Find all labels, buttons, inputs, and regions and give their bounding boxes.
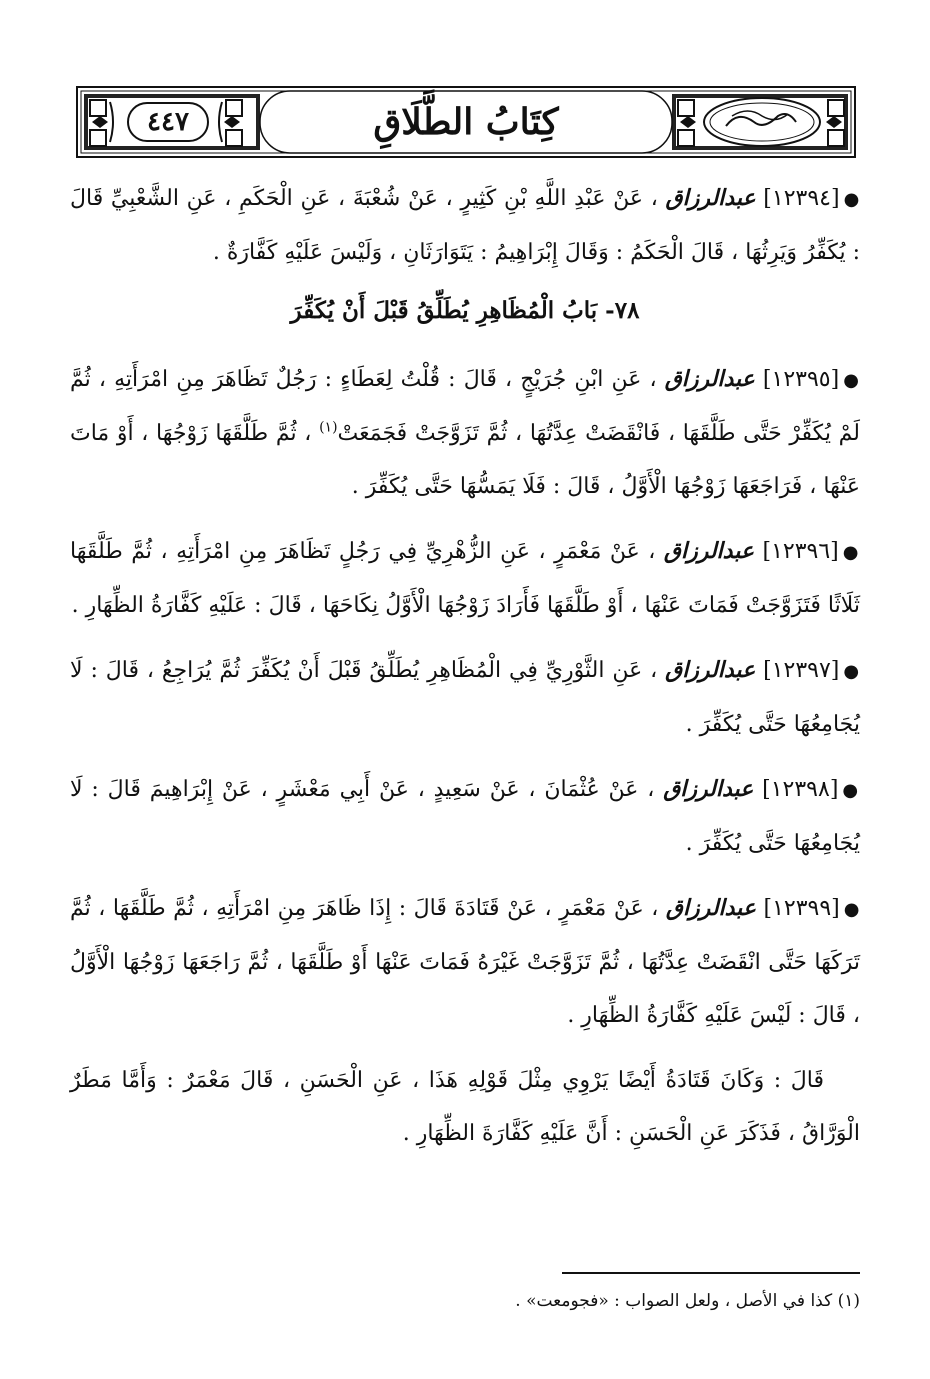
footnote-marker: (١)	[319, 419, 338, 436]
bullet-icon: ●	[842, 542, 860, 563]
bullet-icon: ●	[843, 661, 861, 682]
narrator-name: عبدالرزاق	[663, 538, 754, 564]
page-number	[76, 86, 260, 158]
hadith-text: ، عَنْ عَبْدِ اللَّهِ بْنِ كَثِيرٍ ، عَنْ شُعْبَةَ ، عَنِ الْحَكَمِ ، عَنِ الشَّعْبِيِّ قَالَ : يُكَفِّرُ وَيَرِثُهَا ، قَالَ الْحَكَمُ : وَقَالَ إِبْرَاهِيمُ : يَتَوَارَثَانِ ، وَلَيْسَ عَلَيْهِ كَفَّارَةٌ .	[70, 186, 860, 265]
hadith-entry	[70, 882, 860, 1042]
hadith-number: [١٢٣٩٨]	[762, 777, 839, 802]
closing-paragraph: قَالَ : وَكَانَ قَتَادَةُ أَيْضًا يَرْوِي مِثْلَ قَوْلِهِ هَذَا ، عَنِ الْحَسَنِ ، قَالَ مَعْمَرٌ : وَأَمَّا مَطَرٌ الْوَرَّاقُ ، فَذَكَرَ عَنِ الْحَسَنِ : أَنَّ عَلَيْهِ كَفَّارَةَ الظِّهَارِ .	[70, 1068, 860, 1146]
hadith-number: [١٢٣٩٧]	[763, 658, 840, 683]
narrator-name: عبدالرزاق	[663, 776, 754, 802]
page-number-value: ٤٤٧	[127, 102, 209, 142]
hadith-text: ، عَنْ مَعْمَرٍ ، عَنِ الزُّهْرِيِّ فِي رَجُلٍ تَظَاهَرَ مِنِ امْرَأَتِهِ ، ثُمَّ طَلَّقَهَا ثَلَاثًا فَتَزَوَّجَتْ فَمَاتَ عَنْهَا ، أَوْ طَلَّقَهَا فَأَرَادَ زَوْجُهَا الْأَوَّلُ نِكَاحَهَا ، قَالَ : عَلَيْهِ كَفَّارَةُ الظِّهَارِ .	[70, 539, 860, 618]
hadith-text: ، عَنِ الثَّوْرِيِّ فِي الْمُظَاهِرِ يُطَلِّقُ قَبْلَ أَنْ يُكَفِّرَ ثُمَّ يُرَاجِعُ ، قَالَ : لَا يُجَامِعُهَا حَتَّى يُكَفِّرَ .	[70, 658, 860, 737]
narrator-name: عبدالرزاق	[665, 657, 756, 683]
page-body	[70, 172, 860, 1172]
hadith-number: [١٢٣٩٥]	[762, 367, 840, 392]
book-title: كِتَابُ الطَّلَاقِ	[373, 101, 559, 143]
hadith-entry	[70, 763, 860, 870]
hadith-entry	[70, 525, 860, 632]
hadith-entry	[70, 644, 860, 751]
bullet-icon: ●	[843, 899, 860, 920]
hadith-number: [١٢٣٩٤]	[763, 186, 840, 211]
hadith-entry	[70, 353, 860, 513]
book-seal-logo	[672, 86, 856, 158]
hadith-text-continued: ، ثُمَّ طَلَّقَهَا زَوْجُهَا ، أَوْ مَاتَ عَنْهَا ، فَرَاجَعَهَا زَوْجُهَا الْأَوَّلُ ، قَالَ : فَلَا يَمَسُّهَا حَتَّى يُكَفِّرَ .	[70, 421, 860, 499]
hadith-text: ، عَنْ عُثْمَانَ ، عَنْ سَعِيدٍ ، عَنْ أَبِي مَعْشَرٍ ، عَنْ إِبْرَاهِيمَ قَالَ : لَا يُجَامِعُهَا حَتَّى يُكَفِّرَ .	[70, 777, 860, 856]
footnote-divider	[562, 1272, 860, 1274]
hadith-text: ، عَنِ ابْنِ جُرَيْجٍ ، قَالَ : قُلْتُ لِعَطَاءٍ : رَجُلٌ تَظَاهَرَ مِنِ امْرَأَتِهِ ، ثُمَّ لَمْ يُكَفِّرْ حَتَّى طَلَّقَهَا ، فَانْقَضَتْ عِدَّتُهَا ، ثُمَّ تَزَوَّجَتْ فَجَمَعَتْ	[70, 367, 860, 446]
hadith-entry	[70, 172, 860, 279]
hadith-text: ، عَنْ مَعْمَرٍ ، عَنْ قَتَادَةَ قَالَ : إِذَا ظَاهَرَ مِنِ امْرَأَتِهِ ، ثُمَّ طَلَّقَهَا ، ثُمَّ تَرَكَهَا حَتَّى انْقَضَتْ عِدَّتُهَا ، ثُمَّ تَزَوَّجَتْ غَيْرَهُ فَمَاتَ عَنْهَا أَوْ طَلَّقَهَا ، ثُمَّ رَاجَعَهَا زَوْجُهَا الْأَوَّلُ ، قَالَ : لَيْسَ عَلَيْهِ كَفَّارَةُ الظِّهَارِ .	[70, 896, 860, 1028]
narrator-name: عبدالرزاق	[664, 366, 755, 392]
bullet-icon: ●	[842, 780, 860, 801]
narrator-name: عبدالرزاق	[665, 895, 756, 921]
bullet-icon: ●	[843, 370, 861, 391]
bullet-icon: ●	[843, 189, 860, 210]
narrator-name: عبدالرزاق	[665, 185, 756, 211]
chapter-heading: ٧٨- بَابُ الْمُظَاهِرِ يُطَلِّقُ قَبْلَ أَنْ يُكَفِّرَ	[290, 297, 640, 324]
footnote: (١) كذا في الأصل ، ولعل الصواب : «فجومعت» .	[515, 1291, 860, 1311]
page-header	[76, 86, 856, 158]
hadith-number: [١٢٣٩٦]	[762, 539, 839, 564]
hadith-number: [١٢٣٩٩]	[763, 896, 840, 921]
